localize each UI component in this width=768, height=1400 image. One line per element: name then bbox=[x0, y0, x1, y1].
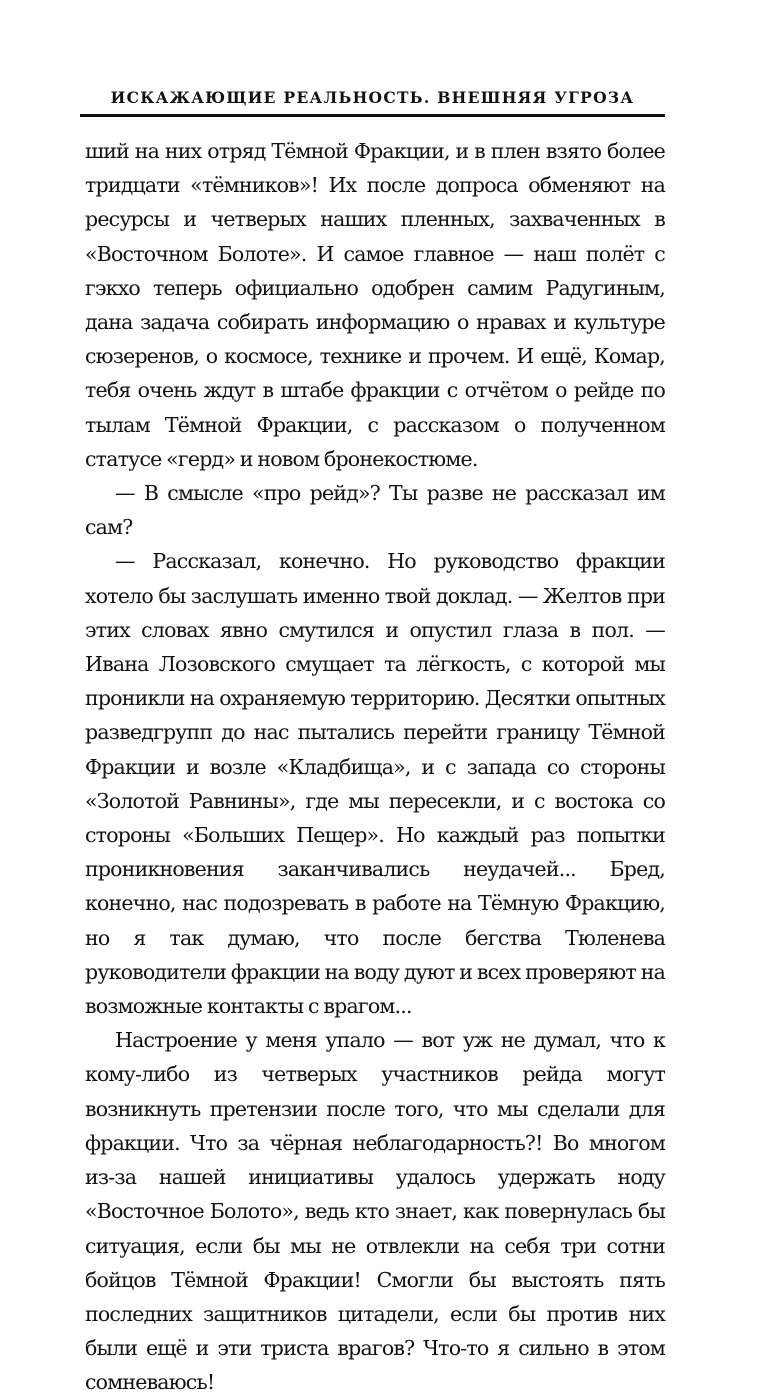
running-head: ИСКАЖАЮЩИЕ РЕАЛЬНОСТЬ. ВНЕШНЯЯ УГРОЗА bbox=[110, 88, 635, 107]
paragraph-1: ший на них отряд Тёмной Фракции, и в плен взято более тридцати «тёмников»! Их после допроса обменяют на ресурсы и четверых наших пленных, захваченных в «Восточном Болоте». И самое главное — наш полёт с гэкхо теперь официально одобрен самим Радугиным, дана задача собирать информацию о нравах и культуре сюзеренов, о космосе, технике и прочем. И ещё, Комар, тебя очень ждут в штабе фракции с отчётом о рейде по тылам Тёмной Фракции, с рассказом о полученном статусе «герд» и новом бронекостюме. bbox=[85, 139, 665, 471]
paragraph-4: Настроение у меня упало — вот уж не думал, что к кому-либо из четверых участников рейда могут возникнуть претензии после того, что мы сделали для фракции. Что за чёрная неблагодарность?! Во многом из-за нашей инициативы удалось удержать ноду «Восточное Болото», ведь кто знает, как повернулась бы ситуация, если бы мы не отвлекли на себя три сотни бойцов Тёмной Фракции! Смогли бы выстоять пять последних защитников цитадели, если бы против них были ещё и эти триста врагов? Что-то я сильно в этом сомневаюсь! bbox=[85, 1028, 665, 1395]
header-rule bbox=[80, 114, 665, 117]
paragraph-3: — Рассказал, конечно. Но руководство фракции хотело бы заслушать именно твой доклад. — Желтов при этих словах явно смутился и опустил глаза в пол. — Ивана Лозовского смущает та лёгкость, с которой мы проникли на охраняемую территорию. Десятки опытных разведгрупп до нас пытались перейти границу Тёмной Фракции и возле «Кладбища», и с запада со стороны «Золотой Равнины», где мы пересекли, и с востока со стороны «Больших Пещер». Но каждый раз попытки проникновения заканчивались неудачей... Бред, конечно, нас подозревать в работе на Тёмную Фракцию, но я так думаю, что после бегства Тюленева руководители фракции на воду дуют и всех проверяют на возможные контакты с врагом... bbox=[85, 549, 665, 1019]
body-text bbox=[85, 134, 665, 1400]
paragraph-2: — В смысле «про рейд»? Ты разве не рассказал им сам? bbox=[85, 481, 665, 540]
